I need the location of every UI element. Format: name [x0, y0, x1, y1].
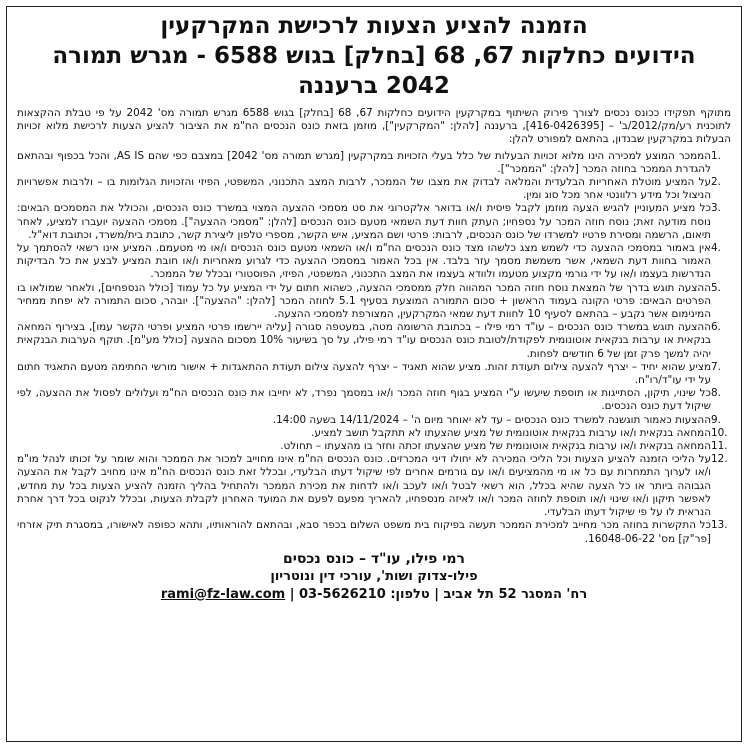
address-phone: רח' המסגר 52 תל אביב | טלפון: 03-5626210 | [289, 586, 588, 602]
clause-item [17, 427, 731, 440]
clause-text: על הליכי הזמנה להציע הצעות וכל הליכי המכירה לא יחולו דיני המכרזים. כונס הנכסים הח"מ אינו מחוייב למכור את הממכר והוא שומר על זכותו לנהל מו"מ ו/או לערוך התמחרות עם כל או מי מהמציעים ו/או עם גורמים אחרים לפי שיקול דעתו הבלעדי, ובכלל זאת כונס הנכסים הח"מ אינו מחויב לקבל את ההצעה הגבוהה ביותר או כל הצעה שהיא בכלל, הוא רשאי לבטל ו/או לעכב ו/או לדחות את מכירת הממכר ולהתחיל בהליך הזמנה להציע הצעות בכל עת מחדש, לאפשר תיקון ו/או שינוי ו/או תוספת לחוזה המכר ו/או לאיזה מנספחיו, להאריך מפעם לפעם את המועד האחרון לקבלת הצעות, ובכלל לנקוט בכל דרך אחרת הנראית לו על פי שיקול דעתו הבלעדי. [17, 453, 711, 519]
clause-number: 10. [711, 426, 728, 439]
clause-number: 11. [711, 440, 728, 453]
notice-frame [6, 6, 742, 742]
clause-number: 12. [711, 453, 728, 466]
clause-text: ההצעה תוגש בדרך של המצאת נוסח חוזה המכר המהווה חלק ממסמכי ההצעה, כשהוא חתום על ידי המציע על כל עמוד [כולל הנספחים], ולאחר שמולאו בו הפרטים הבאים: פרטי הקונה בעמוד הראשון + סכום התמורה המוצעת בסעיף 5.1 לחוזה המכר [להלן: "ההצעה"]. יובהר, סכום התמורה לא יפחת ממחיר המינימום אשר נקבע – בהתאם לסעיף 10 לחוות דעת שמאי המקרקעין, המצורפת למסמכי ההצעה. [17, 281, 711, 321]
clause-number: 6. [711, 321, 721, 334]
clause-text: על המציע מוטלת האחריות הבלעדית והמלאה לבדוק את מצבו של הממכר, לרבות המצב התכנוני, המשפטי, הפיזי והזכויות הגלומות בו – ולרבות אפשרויות הניצול וכל מידע רלוונטי אחר מכל סוג ומין. [17, 176, 711, 202]
clause-item [17, 242, 731, 282]
clause-item [17, 321, 731, 361]
clause-item [17, 282, 731, 322]
clause-text: הממכר המוצע למכירה הינו מלוא זכויות הבעלות של כלל בעלי הזכויות במקרקעין [מגרש תמורה מס' 2042] במצבם כפי שהם AS IS, והכל בכפוף ובהתאם להגדרת הממכר בחוזה המכר [להלן: "הממכר"]. [17, 149, 711, 175]
email-link[interactable]: rami@fz-law.com [160, 586, 286, 602]
intro-paragraph: מתוקף תפקידו ככונס נכסים לצורך פירוק השיתוף במקרקעין הידועים כחלקות 67, 68 [בחלק] בגוש 6588 מגרש תמורה מס' 2042 על פי טבלת ההקצאות לתוכנית רע/מק/2012/ב' – [416-0426395], ברעננה [להלן: "המקרקעין"], מוזמן בזאת כונס הנכסים הח"מ את הציבור להציע הצעות לרכישת מלוא זכויות הבעלות במקרקעין שבנדון, בהתאם למפורט להלן: [17, 107, 732, 146]
clause-text: ההצעות כאמור תוגשנה למשרד כונס הנכסים – עד לא יאוחר מיום ה' – 14/11/2024 בשעה 14:00. [272, 413, 711, 426]
clause-number: 8. [711, 387, 721, 400]
clause-text: אין באמור במסמכי ההצעה כדי לשמש מצג כלשהו מצד כונס הנכסים הח"מ ו/או השמאי מטעם כונס הנכסים ו/או מי מטעמם. המציע אינו רשאי להסתמך על האמור בחוות דעת השמאי, אשר משמשת מסמך עזר בלבד. אין בכל האמור במסמכי ההצעה כדי לגרוע מאחריות ו/או חובת המציע לבצע את כל הבדיקות הנדרשות בעצמו ו/או על ידי גורמי מקצוע מטעמו ולוודא בעצמו את המצב התכנוני, המשפטי, הפיזי, הפוסטורי ובכלל של הממכר. [17, 242, 711, 281]
clause-text: כל התקשרות בחוזה מכר מחייב למכירת הממכר תעשה בפיקוח בית משפט השלום בכפר סבא, ובהתאם להוראותיו, ותהא כפופה לאישורו, במסגרת תיק אזרחי [פר"ק] מס' 16048-06-22. [17, 519, 711, 545]
clause-text: המחאה בנקאית ו/או ערבות בנקאית אוטונומית של מציע שהצעתו זכתה וחזר בו מהצעתו – תחולט. [280, 440, 711, 453]
clause-item [17, 176, 731, 202]
clauses-list [17, 150, 731, 546]
clause-item [17, 440, 731, 453]
clause-item [17, 150, 731, 176]
clause-item [17, 202, 731, 242]
clause-text: המחאה בנקאית ו/או ערבות בנקאית אוטונומית של מציע שהצעתו לא תתקבל תושב למציע. [311, 426, 711, 439]
clause-number: 3. [711, 202, 721, 215]
clause-number: 5. [711, 281, 721, 294]
notice-subtitle: הידועים כחלקות 67, 68 [בחלק] בגוש 6588 - מגרש תמורה 2042 ברעננה [52, 43, 696, 99]
clause-number: 2. [711, 176, 721, 189]
notice-title: הזמנה להציע הצעות לרכישת המקרקעין [160, 13, 588, 39]
contact-line [17, 586, 731, 604]
clause-item [17, 414, 731, 427]
clause-text: ההצעה תוגש במשרד כונס הנכסים – עו"ד רמי פילו – בכתובת הרשומה מטה, במעטפה סגורה [עליה יירשמו פרטי המציע ופרטי הקשר עמו], בצירוף המחאה בנקאית או ערבות בנקאית אוטונומית לפקודת/לטובת כונס הנכסים עו"ד רמי פילו, על סך בשיעור 10% מסכום ההצעה [כולל מע"מ]. תוקף הערבות הבנקאית יהיה למשך פרק זמן של 6 חודשים לפחות. [17, 321, 711, 360]
clause-text: כל מציע המעוניין להגיש הצעה מוזמן לקבל פיסית ו/או בדואר אלקטרוני את סט מסמכי ההצעה המצוי במשרד כונס הנכסים, והכולל את המסמכים הבאים: נוסח מודעה זאת; נוסח חוזה המכר על נספחיו; העתק חוות דעת השמאי מטעם כונס הנכסים [להלן: "מסמכי ההצעה"]. מסמכי ההצעה יועברו למציע, לאחר תיאום, הרשמה ומסירת פרטיו למשרדו של כונס הנכסים, לרבות: פרטי ושם המציע, איש הקשר, מספרי טלפון ליצירת קשר, כתובת בית/משרד, וכתובת דוא"ל. [17, 202, 711, 241]
clause-number: 13. [711, 519, 728, 532]
signature-block [17, 550, 731, 604]
clause-text: כל שינוי, תיקון, הסתייגות או תוספת שיעשו ע"י המציע בגוף חוזה המכר ו/או במסמך נפרד, לא יחייבו את כונס הנכסים הח"מ ועלולים לפסול את ההצעה, לפי שיקול דעת כונס הנכסים. [17, 387, 711, 413]
clause-number: 1. [711, 149, 721, 162]
clause-item [17, 453, 731, 519]
clause-item [17, 387, 731, 413]
clause-number: 7. [711, 360, 721, 373]
clause-text: מציע שהוא יחיד – יצרף להצעה צילום תעודת זהות. מציע שהוא תאגיד – יצרף להצעה צילום תעודת ההתאגדות + אישור מורשי החתימה מטעם התאגיד חתום על ידי עו"ד/רו"ח. [17, 360, 711, 387]
clause-item [17, 519, 731, 545]
clause-number: 4. [711, 242, 721, 255]
clause-number: 9. [711, 413, 721, 426]
clause-item [17, 361, 731, 387]
law-firm-name: פילו-צדוק ושות', עורכי דין ונוטריון [270, 568, 478, 584]
signatory-name: רמי פילו, עו"ד – כונס נכסים [283, 550, 465, 567]
